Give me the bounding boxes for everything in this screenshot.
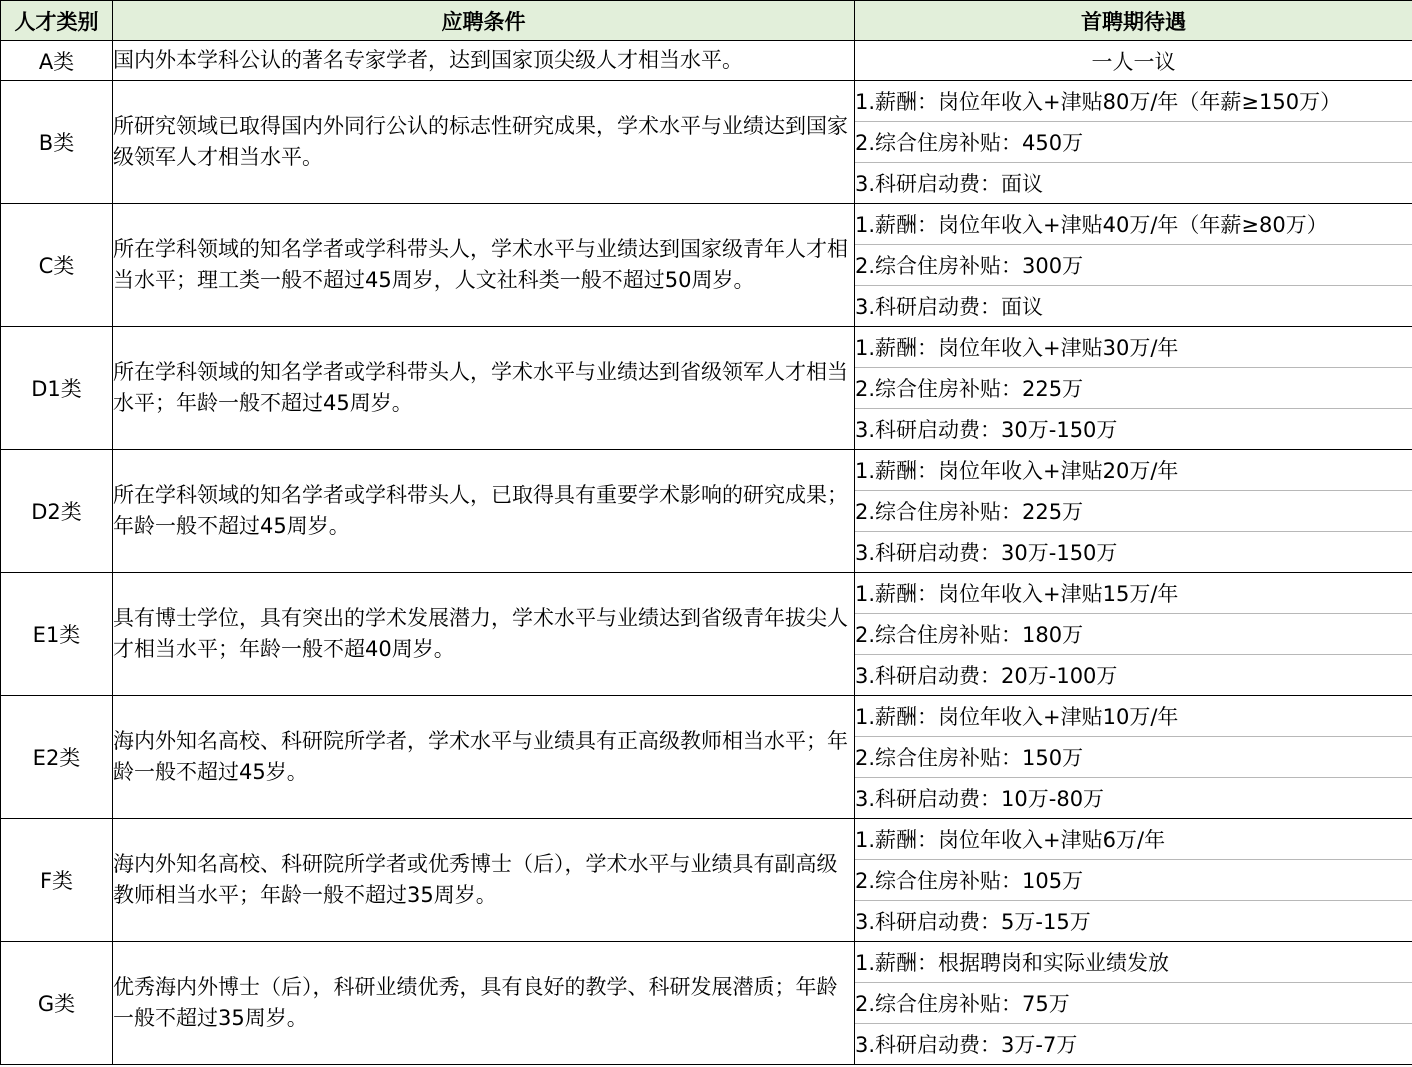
condition-cell: 所在学科领域的知名学者或学科带头人，学术水平与业绩达到国家级青年人才相当水平；理工类一般不超过45周岁，人文社科类一般不超过50周岁。 [113,204,855,327]
category-cell: E1类 [1,573,113,696]
benefit-item: 1.薪酬：根据聘岗和实际业绩发放 [855,942,1412,983]
category-cell: B类 [1,81,113,204]
benefit-item: 1.薪酬：岗位年收入+津贴40万/年（年薪≥80万） [855,204,1412,245]
benefit-item: 2.综合住房补贴：225万 [855,491,1412,532]
benefit-item: 3.科研启动费：面议 [855,163,1412,204]
benefit-item: 1.薪酬：岗位年收入+津贴30万/年 [855,327,1412,368]
category-cell: C类 [1,204,113,327]
benefit-item: 1.薪酬：岗位年收入+津贴15万/年 [855,573,1412,614]
category-cell: A类 [1,41,113,81]
benefit-item: 2.综合住房补贴：105万 [855,860,1412,901]
header-row [1,1,1412,41]
header-benefits: 首聘期待遇 [855,1,1412,41]
table-row [1,41,1412,81]
benefit-item: 3.科研启动费：30万-150万 [855,409,1412,450]
table-row [1,573,1412,614]
category-cell: D2类 [1,450,113,573]
table-row [1,81,1412,122]
benefit-item: 1.薪酬：岗位年收入+津贴80万/年（年薪≥150万） [855,81,1412,122]
header-category: 人才类别 [1,1,113,41]
benefit-item: 1.薪酬：岗位年收入+津贴6万/年 [855,819,1412,860]
benefit-item: 3.科研启动费：3万-7万 [855,1024,1412,1065]
benefit-item: 2.综合住房补贴：180万 [855,614,1412,655]
condition-cell: 具有博士学位，具有突出的学术发展潜力，学术水平与业绩达到省级青年拔尖人才相当水平；年龄一般不超40周岁。 [113,573,855,696]
category-cell: E2类 [1,696,113,819]
condition-cell: 所研究领域已取得国内外同行公认的标志性研究成果，学术水平与业绩达到国家级领军人才相当水平。 [113,81,855,204]
condition-cell: 所在学科领域的知名学者或学科带头人，已取得具有重要学术影响的研究成果；年龄一般不超过45周岁。 [113,450,855,573]
benefit-item: 3.科研启动费：5万-15万 [855,901,1412,942]
table-row [1,204,1412,245]
benefit-item: 2.综合住房补贴：75万 [855,983,1412,1024]
category-cell: D1类 [1,327,113,450]
benefit-item: 3.科研启动费：面议 [855,286,1412,327]
benefit-item: 2.综合住房补贴：225万 [855,368,1412,409]
category-cell: G类 [1,942,113,1065]
benefit-cell: 一人一议 [855,41,1412,81]
table-row [1,696,1412,737]
header-condition: 应聘条件 [113,1,855,41]
condition-cell: 所在学科领域的知名学者或学科带头人，学术水平与业绩达到省级领军人才相当水平；年龄一般不超过45周岁。 [113,327,855,450]
benefit-item: 2.综合住房补贴：450万 [855,122,1412,163]
condition-cell: 优秀海内外博士（后），科研业绩优秀，具有良好的教学、科研发展潜质；年龄一般不超过35周岁。 [113,942,855,1065]
benefit-item: 2.综合住房补贴：300万 [855,245,1412,286]
benefit-item: 3.科研启动费：30万-150万 [855,532,1412,573]
benefit-item: 2.综合住房补贴：150万 [855,737,1412,778]
condition-cell: 国内外本学科公认的著名专家学者，达到国家顶尖级人才相当水平。 [113,41,855,81]
benefit-item: 3.科研启动费：10万-80万 [855,778,1412,819]
table-row [1,450,1412,491]
condition-cell: 海内外知名高校、科研院所学者或优秀博士（后），学术水平与业绩具有副高级教师相当水平；年龄一般不超过35周岁。 [113,819,855,942]
benefit-item: 1.薪酬：岗位年收入+津贴10万/年 [855,696,1412,737]
category-cell: F类 [1,819,113,942]
table-row [1,327,1412,368]
table-row [1,819,1412,860]
table-row [1,942,1412,983]
benefit-item: 1.薪酬：岗位年收入+津贴20万/年 [855,450,1412,491]
benefit-item: 3.科研启动费：20万-100万 [855,655,1412,696]
condition-cell: 海内外知名高校、科研院所学者，学术水平与业绩具有正高级教师相当水平；年龄一般不超过45岁。 [113,696,855,819]
